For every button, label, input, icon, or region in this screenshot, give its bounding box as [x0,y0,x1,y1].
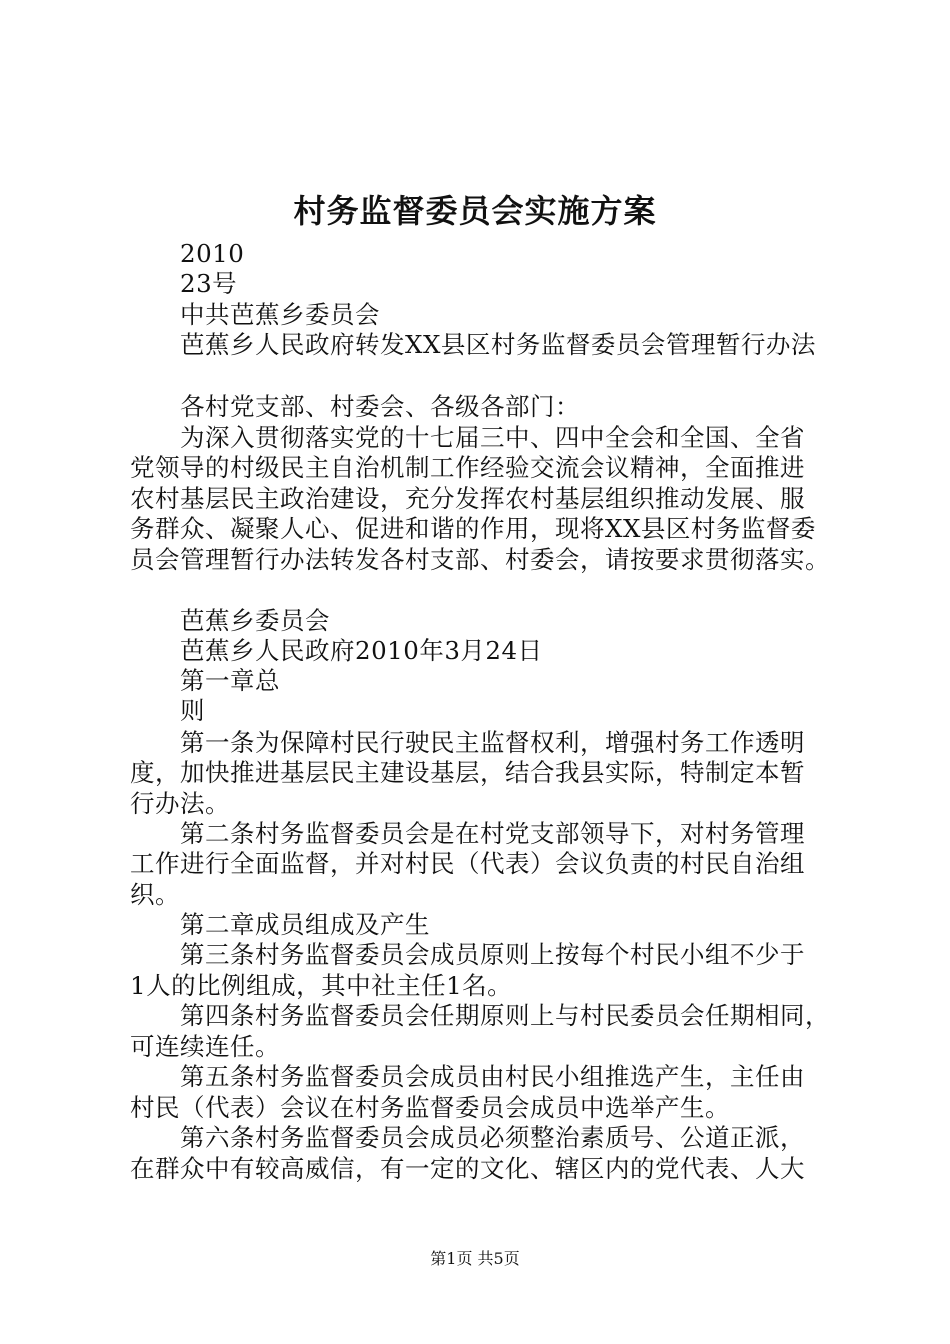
doc-line: 23号 [180,269,238,298]
doc-line: 可连续连任。 [130,1032,280,1061]
doc-line: 芭蕉乡委员会 [180,606,330,635]
doc-line: 第五条村务监督委员会成员由村民小组推选产生，主任由 [180,1062,805,1091]
doc-line: 务群众、凝聚人心、促进和谐的作用，现将XX县区村务监督委 [130,514,816,543]
doc-line: 在群众中有较高威信，有一定的文化、辖区内的党代表、人大 [130,1154,805,1183]
doc-line: 工作进行全面监督，并对村民（代表）会议负责的村民自治组 [130,849,805,878]
doc-line: 第六条村务监督委员会成员必须整治素质号、公道正派， [180,1123,805,1152]
doc-line: 第四条村务监督委员会任期原则上与村民委员会任期相同， [180,1001,830,1030]
doc-line: 织。 [130,880,180,909]
doc-line: 芭蕉乡人民政府2010年3月24日 [180,636,543,665]
doc-line: 党领导的村级民主自治机制工作经验交流会议精神，全面推进 [130,453,805,482]
doc-line: 芭蕉乡人民政府转发XX县区村务监督委员会管理暂行办法 [180,330,816,359]
doc-line: 员会管理暂行办法转发各村支部、村委会，请按要求贯彻落实。 [130,545,830,574]
doc-line: 度，加快推进基层民主建设基层，结合我县实际，特制定本暂 [130,758,805,787]
doc-line: 中共芭蕉乡委员会 [180,300,380,329]
page-number-footer: 第1页 共5页 [430,1249,520,1268]
doc-line: 第一章总 [180,666,280,695]
doc-line: 2010 [180,239,245,268]
doc-line: 各村党支部、村委会、各级各部门： [180,392,580,421]
doc-line: 为深入贯彻落实党的十七届三中、四中全会和全国、全省 [180,423,805,452]
doc-line: 1人的比例组成，其中社主任1名。 [130,971,513,1000]
document-title: 村务监督委员会实施方案 [293,192,657,230]
doc-line: 第二章成员组成及产生 [180,910,430,939]
doc-line: 第二条村务监督委员会是在村党支部领导下，对村务管理 [180,819,805,848]
doc-line: 行办法。 [130,789,230,818]
doc-line: 农村基层民主政治建设，充分发挥农村基层组织推动发展、服 [130,484,805,513]
doc-line: 则 [180,696,205,725]
doc-line: 村民（代表）会议在村务监督委员会成员中选举产生。 [130,1093,730,1122]
doc-line: 第三条村务监督委员会成员原则上按每个村民小组不少于 [180,940,805,969]
doc-line: 第一条为保障村民行驶民主监督权利，增强村务工作透明 [180,728,805,757]
